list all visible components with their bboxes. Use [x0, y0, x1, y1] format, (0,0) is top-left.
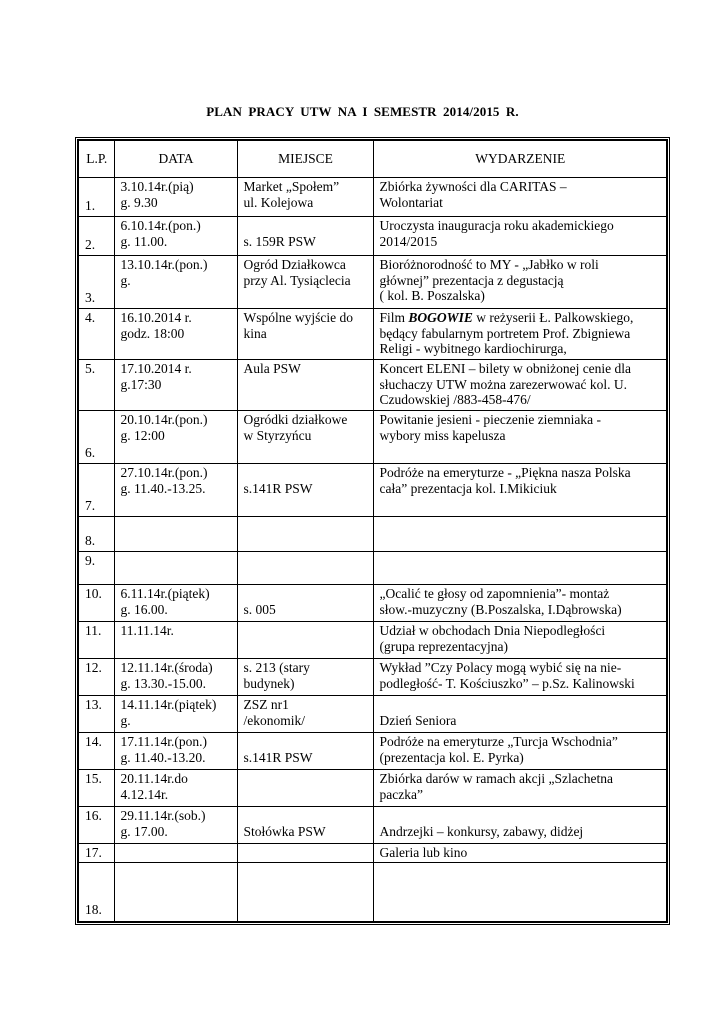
table-row	[78, 360, 667, 411]
cell-wydarzenie: Dzień Seniora	[373, 696, 667, 733]
cell-data: 11.11.14r.	[114, 622, 237, 659]
cell-miejsce: ZSZ nr1 /ekonomik/	[237, 696, 373, 733]
cell-data	[114, 517, 237, 552]
header-miejsce: MIEJSCE	[237, 140, 373, 178]
cell-wydarzenie: Podróże na emeryturze - „Piękna nasza Polska cała” prezentacja kol. I.Mikiciuk	[373, 464, 667, 517]
cell-wydarzenie: Galeria lub kino	[373, 844, 667, 863]
cell-lp: 18.	[78, 862, 114, 922]
cell-miejsce	[237, 622, 373, 659]
plan-table	[77, 139, 668, 923]
cell-lp: 12.	[78, 659, 114, 696]
cell-data	[114, 844, 237, 863]
cell-miejsce: s.141R PSW	[237, 733, 373, 770]
cell-miejsce	[237, 552, 373, 585]
cell-miejsce	[237, 770, 373, 807]
cell-data: 14.11.14r.(piątek) g.	[114, 696, 237, 733]
cell-wydarzenie	[373, 862, 667, 922]
cell-wydarzenie: Powitanie jesieni - pieczenie ziemniaka - wybory miss kapelusza	[373, 411, 667, 464]
cell-miejsce: s. 005	[237, 585, 373, 622]
film-title: BOGOWIE	[408, 310, 473, 325]
cell-lp: 3.	[78, 256, 114, 309]
cell-miejsce	[237, 862, 373, 922]
cell-wydarzenie: Zbiórka żywności dla CARITAS – Wolontariat	[373, 178, 667, 217]
cell-miejsce: Stołówka PSW	[237, 807, 373, 844]
cell-wydarzenie: Uroczysta inauguracja roku akademickiego 2014/2015	[373, 217, 667, 256]
cell-miejsce: s. 213 (stary budynek)	[237, 659, 373, 696]
table-row	[78, 862, 667, 922]
cell-wydarzenie	[373, 309, 667, 360]
cell-lp: 14.	[78, 733, 114, 770]
table-row	[78, 770, 667, 807]
cell-data: 20.11.14r.do 4.12.14r.	[114, 770, 237, 807]
cell-miejsce: s. 159R PSW	[237, 217, 373, 256]
header-wydarzenie: WYDARZENIE	[373, 140, 667, 178]
table-row	[78, 659, 667, 696]
cell-miejsce: Ogród Działkowca przy Al. Tysiąclecia	[237, 256, 373, 309]
cell-wydarzenie: Andrzejki – konkursy, zabawy, didżej	[373, 807, 667, 844]
cell-lp: 9.	[78, 552, 114, 585]
table-row	[78, 696, 667, 733]
cell-data: 3.10.14r.(pią) g. 9.30	[114, 178, 237, 217]
cell-wydarzenie: „Ocalić te głosy od zapomnienia”- montaż słow.-muzyczny (B.Poszalska, I.Dąbrowska)	[373, 585, 667, 622]
cell-wydarzenie: Zbiórka darów w ramach akcji „Szlachetna paczka”	[373, 770, 667, 807]
cell-lp: 1.	[78, 178, 114, 217]
header-lp: L.P.	[78, 140, 114, 178]
cell-miejsce	[237, 517, 373, 552]
event-text-pre: Film	[379, 310, 409, 325]
cell-data: 12.11.14r.(środa) g. 13.30.-15.00.	[114, 659, 237, 696]
cell-lp: 16.	[78, 807, 114, 844]
cell-data: 16.10.2014 r. godz. 18:00	[114, 309, 237, 360]
cell-data	[114, 862, 237, 922]
cell-data: 20.10.14r.(pon.) g. 12:00	[114, 411, 237, 464]
table-header-row	[78, 140, 667, 178]
table-row	[78, 622, 667, 659]
cell-data: 13.10.14r.(pon.) g.	[114, 256, 237, 309]
cell-wydarzenie: Udział w obchodach Dnia Niepodległości (grupa reprezentacyjna)	[373, 622, 667, 659]
table-row	[78, 733, 667, 770]
cell-miejsce: s.141R PSW	[237, 464, 373, 517]
cell-wydarzenie: Podróże na emeryturze „Turcja Wschodnia” (prezentacja kol. E. Pyrka)	[373, 733, 667, 770]
cell-data	[114, 552, 237, 585]
table-row	[78, 552, 667, 585]
cell-lp: 10.	[78, 585, 114, 622]
cell-data: 6.10.14r.(pon.) g. 11.00.	[114, 217, 237, 256]
cell-data: 17.10.2014 r. g.17:30	[114, 360, 237, 411]
cell-lp: 17.	[78, 844, 114, 863]
cell-wydarzenie: Wykład ”Czy Polacy mogą wybić się na nie- podległość- T. Kościuszko” – p.Sz. Kalinowski	[373, 659, 667, 696]
table-row	[78, 585, 667, 622]
table-row	[78, 807, 667, 844]
cell-lp: 8.	[78, 517, 114, 552]
page-title: PLAN PRACY UTW NA I SEMESTR 2014/2015 R.	[206, 104, 519, 119]
cell-lp: 2.	[78, 217, 114, 256]
cell-wydarzenie	[373, 517, 667, 552]
cell-lp: 7.	[78, 464, 114, 517]
table-row	[78, 178, 667, 217]
cell-data: 29.11.14r.(sob.) g. 17.00.	[114, 807, 237, 844]
table-row	[78, 464, 667, 517]
cell-lp: 4.	[78, 309, 114, 360]
cell-data: 6.11.14r.(piątek) g. 16.00.	[114, 585, 237, 622]
cell-wydarzenie: Koncert ELENI – bilety w obniżonej cenie dla słuchaczy UTW można zarezerwować kol. U. Czudowskiej /883-458-476/	[373, 360, 667, 411]
cell-lp: 11.	[78, 622, 114, 659]
cell-lp: 15.	[78, 770, 114, 807]
cell-lp: 5.	[78, 360, 114, 411]
cell-lp: 13.	[78, 696, 114, 733]
cell-lp: 6.	[78, 411, 114, 464]
cell-wydarzenie: Bioróżnorodność to MY - „Jabłko w roli głównej” prezentacja z degustacją ( kol. B. Poszalska)	[373, 256, 667, 309]
cell-wydarzenie	[373, 552, 667, 585]
header-data: DATA	[114, 140, 237, 178]
event-text-post: w reżyserii Ł. Palkowskiego, będący fabularnym portretem Prof. Zbigniewa Religi - wybitnego kardiochirurga,	[379, 310, 634, 356]
table-row	[78, 217, 667, 256]
cell-miejsce	[237, 844, 373, 863]
cell-miejsce: Aula PSW	[237, 360, 373, 411]
table-row	[78, 411, 667, 464]
table-row	[78, 517, 667, 552]
cell-data: 17.11.14r.(pon.) g. 11.40.-13.20.	[114, 733, 237, 770]
table-row	[78, 256, 667, 309]
table-row	[78, 309, 667, 360]
cell-miejsce: Ogródki działkowe w Styrzyńcu	[237, 411, 373, 464]
table-row	[78, 844, 667, 863]
cell-miejsce: Market „Społem” ul. Kolejowa	[237, 178, 373, 217]
cell-data: 27.10.14r.(pon.) g. 11.40.-13.25.	[114, 464, 237, 517]
cell-miejsce: Wspólne wyjście do kina	[237, 309, 373, 360]
